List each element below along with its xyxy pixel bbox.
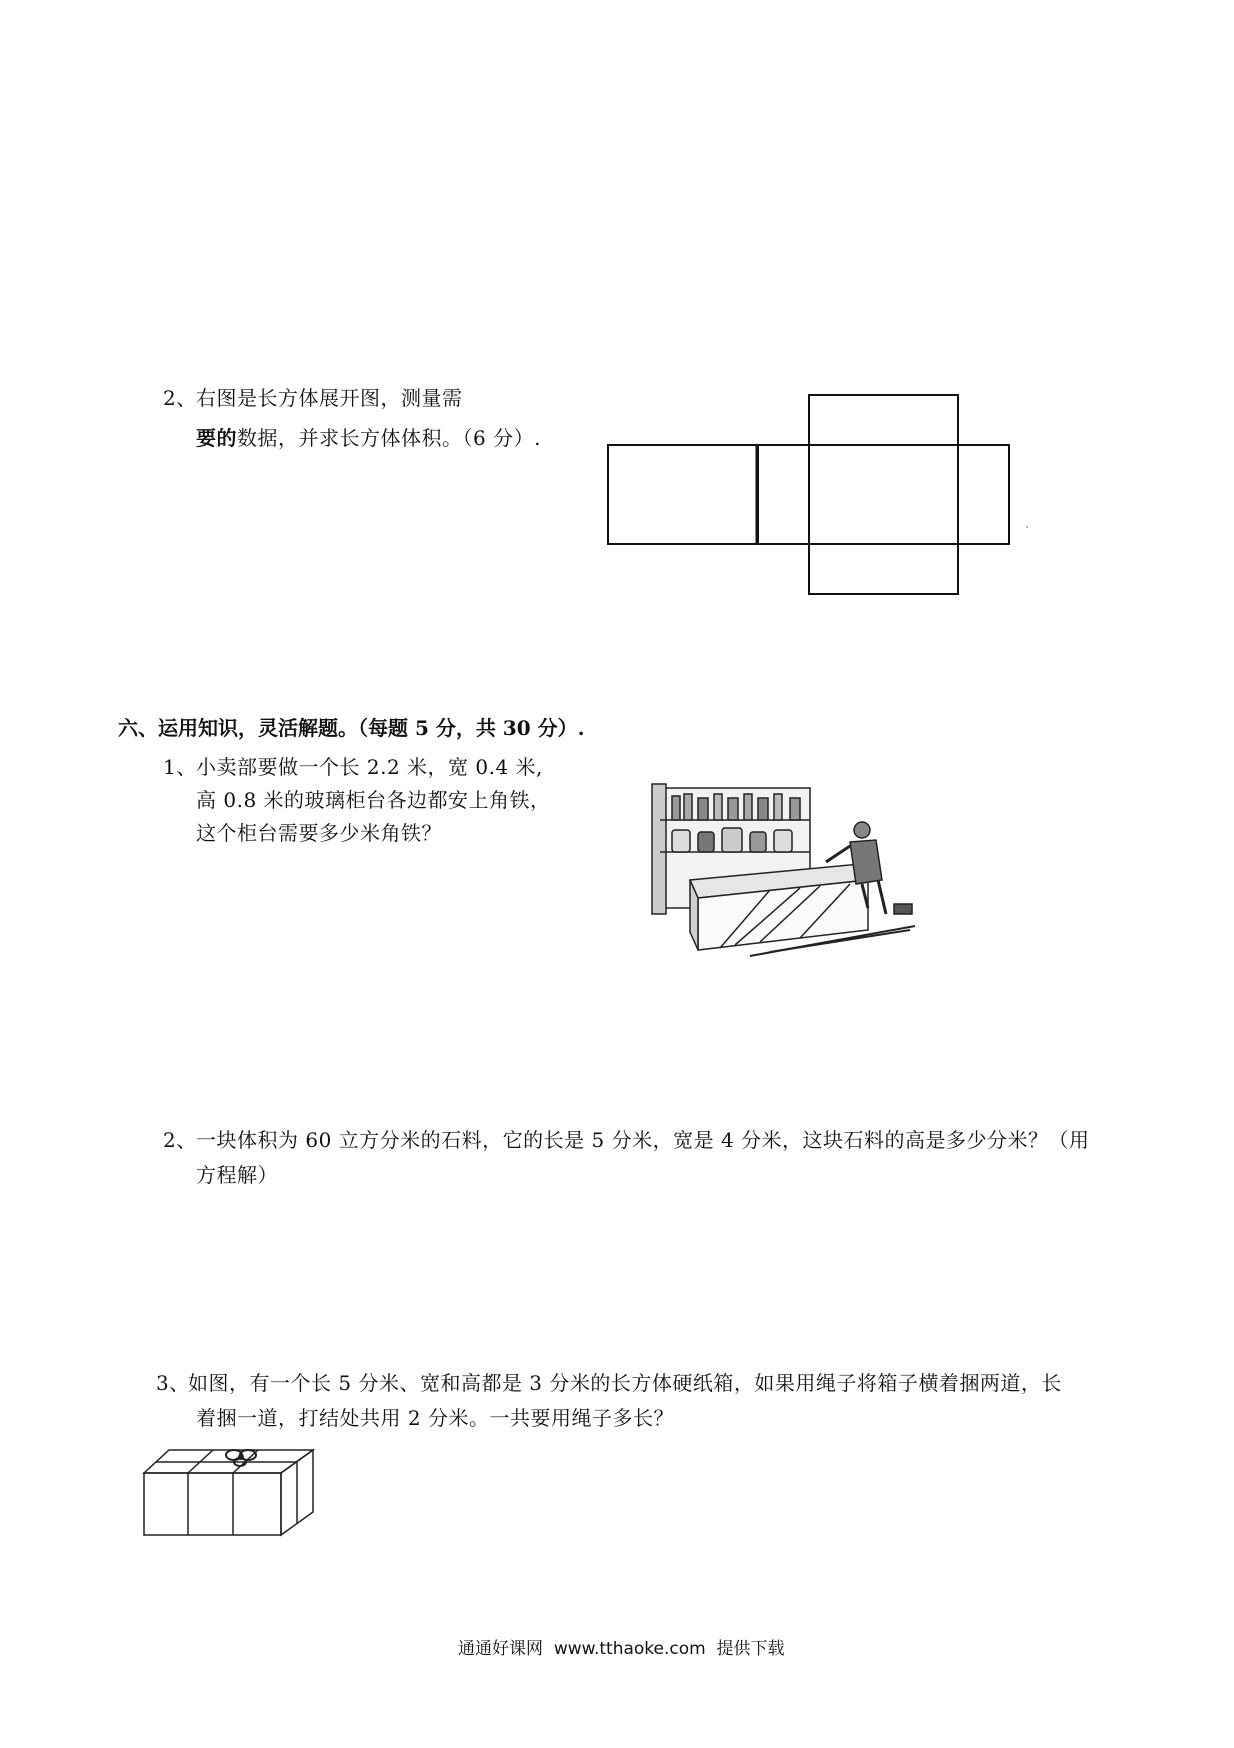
q6-1-line1: 小卖部要做一个长 2.2 米，宽 0.4 米,	[196, 755, 543, 779]
q6-3-line2: 着捆一道，打结处共用 2 分米。一共要用绳子多长？	[196, 1406, 674, 1430]
section6-heading: 六、运用知识，灵活解题。（每题 5 分，共 30 分）.	[118, 716, 585, 740]
bow-knot-icon	[226, 1450, 256, 1466]
q6-1-line3: 这个柜台需要多少米角铁？	[196, 821, 442, 845]
q6-2-line2: 方程解）	[196, 1163, 278, 1187]
q5-2-line2-rest: 数据，并求长方体体积。（6 分）.	[237, 426, 541, 450]
footer-text	[458, 1634, 785, 1659]
q6-2-number: 2、	[163, 1128, 197, 1152]
box-front-face	[144, 1473, 281, 1535]
q6-2-line1: 一块体积为 60 立方分米的石料，它的长是 5 分米，宽是 4 分米，这块石料的高是多少分米？（用	[196, 1128, 1090, 1152]
q6-1-number: 1、	[163, 755, 197, 779]
q6-1-line2: 高 0.8 米的玻璃柜台各边都安上角铁，	[196, 788, 551, 812]
footer-suffix: 提供下载	[716, 1639, 785, 1659]
q5-2-number: 2、	[163, 386, 197, 410]
q6-3-number: 3、	[156, 1371, 190, 1395]
q5-2-line2-bold: 要的	[196, 426, 237, 450]
footer-site-name: 通通好课网	[458, 1639, 543, 1659]
q5-2-line1: 右图是长方体展开图，测量需	[196, 386, 463, 410]
footer-url[interactable]: www.tthaoke.com	[553, 1639, 706, 1659]
q6-3-line1: 如图，有一个长 5 分米、宽和高都是 3 分米的长方体硬纸箱，如果用绳子将箱子横着捆两道，长	[188, 1371, 1062, 1395]
